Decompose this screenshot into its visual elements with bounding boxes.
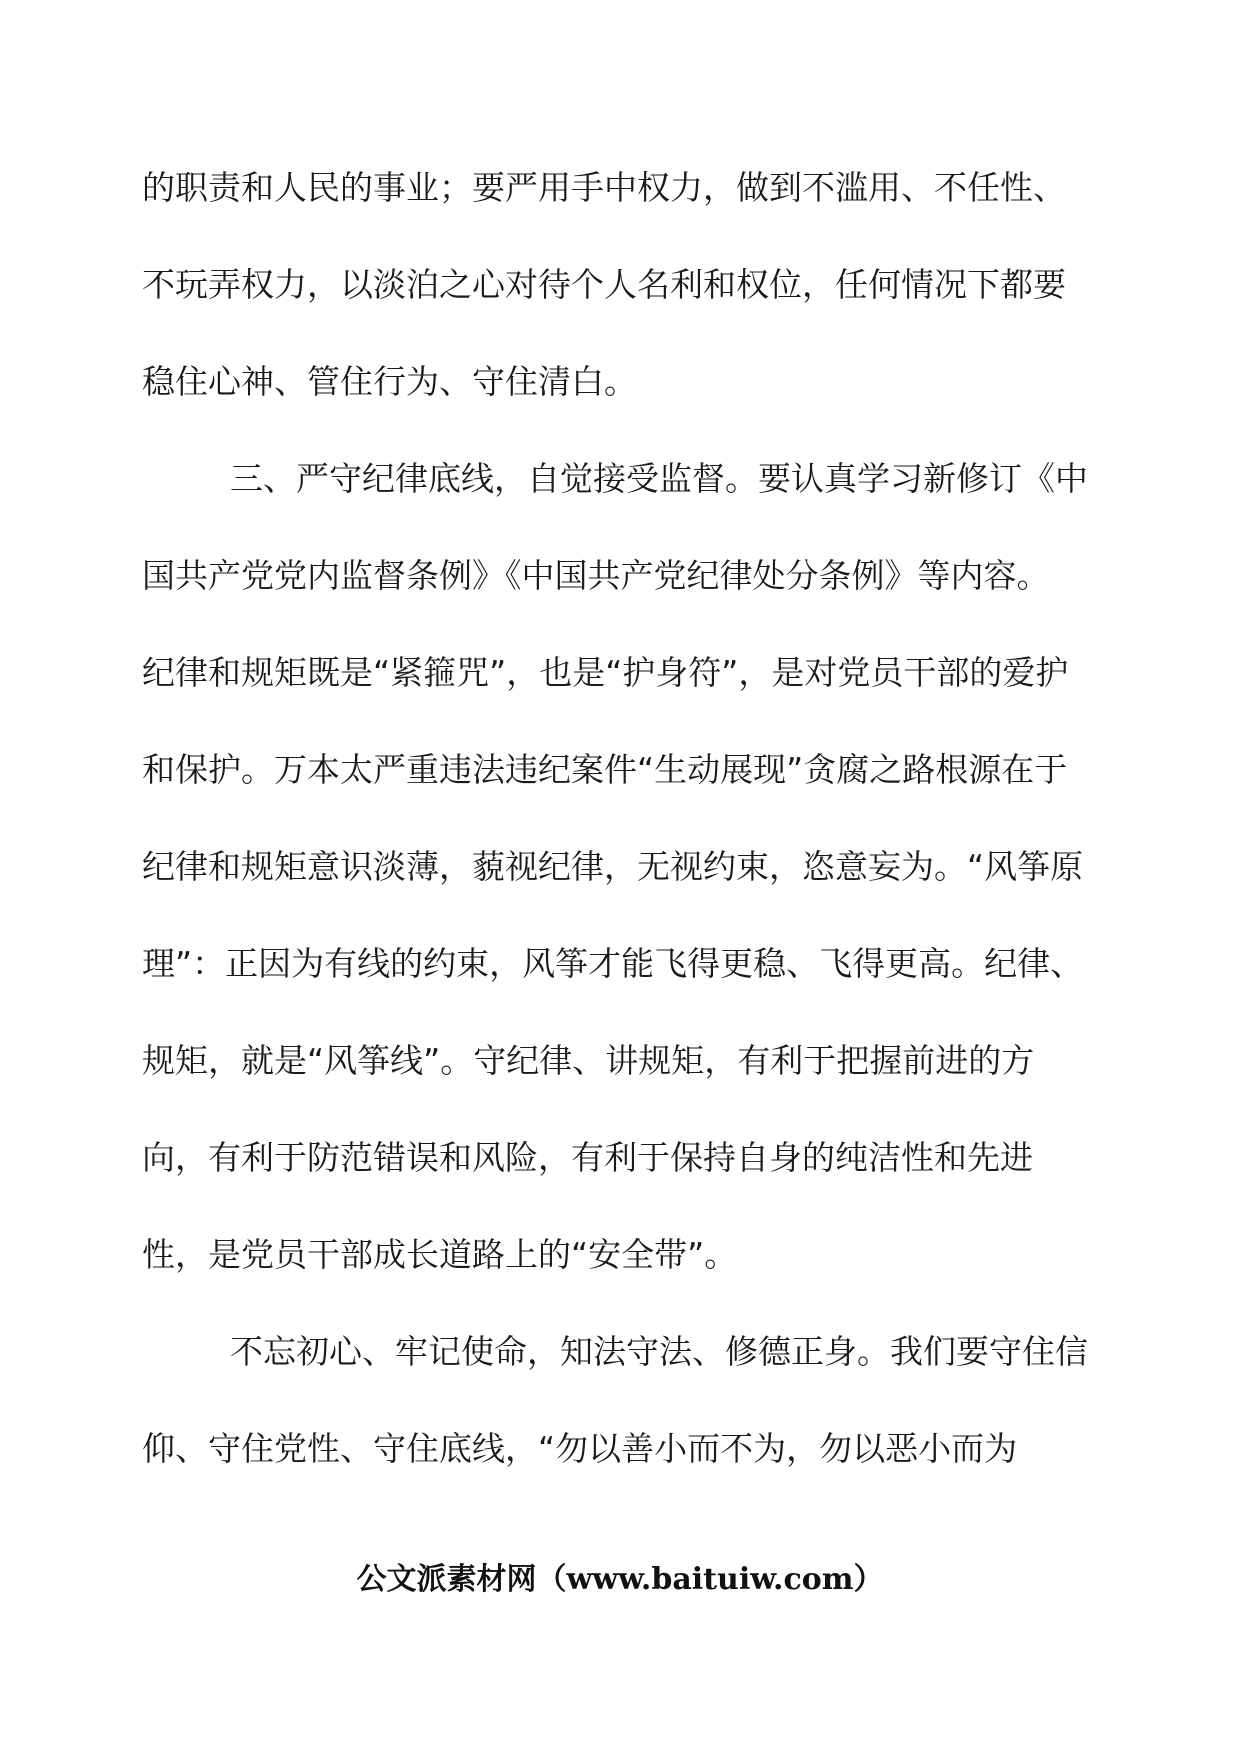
footer-watermark: 公文派素材网（www.baituiw.com） [356,1562,884,1597]
paragraph-start-line: 三、严守纪律底线，自觉接受监督。要认真学习新修订《中 [230,459,1088,498]
text-line: 纪律和规矩意识淡薄，藐视纪律，无视约束，恣意妄为。“风筝原 [142,847,1084,886]
text-line: 不玩弄权力，以淡泊之心对待个人名利和权位，任何情况下都要 [142,265,1066,304]
text-line: 的职责和人民的事业；要严用手中权力，做到不滥用、不任性、 [142,168,1066,207]
text-line: 稳住心神、管住行为、守住清白。 [142,362,637,401]
text-line: 向，有利于防范错误和风险，有利于保持自身的纯洁性和先进 [142,1138,1033,1177]
paragraph-start-line: 不忘初心、牢记使命，知法守法、修德正身。我们要守住信 [230,1332,1088,1371]
document-body [142,160,1102,1518]
text-line: 纪律和规矩既是“紧箍咒”，也是“护身符”，是对党员干部的爱护 [142,653,1069,692]
text-line: 性，是党员干部成长道路上的“安全带”。 [142,1235,738,1274]
text-line: 规矩，就是“风筝线”。守纪律、讲规矩，有利于把握前进的方 [142,1041,1035,1080]
text-line: 国共产党党内监督条例》《中国共产党纪律处分条例》等内容。 [142,556,1050,595]
text-line: 仰、守住党性、守住底线，“勿以善小而不为，勿以恶小而为 [142,1429,1018,1468]
text-line: 和保护。万本太严重违法违纪案件“生动展现”贪腐之路根源在于 [142,750,1068,789]
text-line: 理”：正因为有线的约束，风筝才能飞得更稳、飞得更高。纪律、 [142,944,1084,983]
